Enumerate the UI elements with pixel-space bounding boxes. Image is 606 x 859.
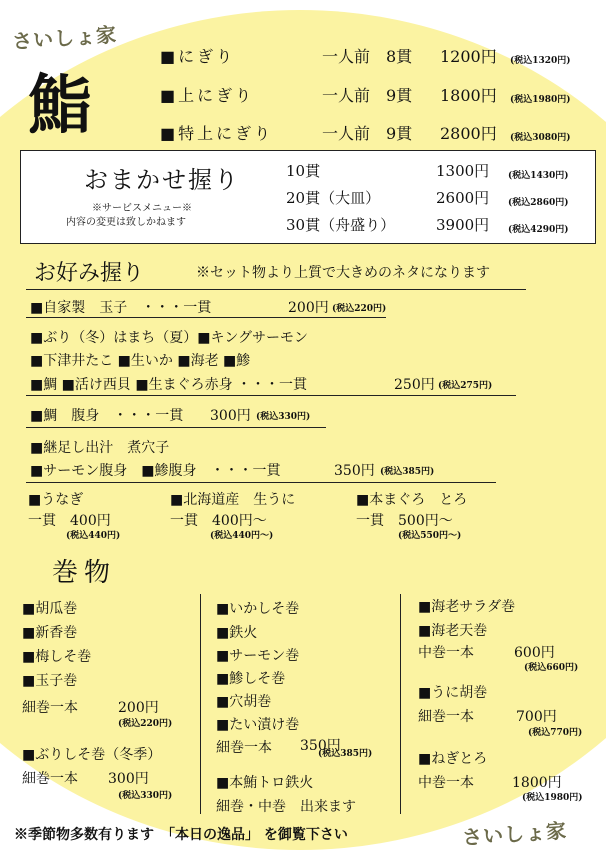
item-price: 一貫 400円 <box>28 513 111 529</box>
maki-tax: (税込385円) <box>318 749 373 759</box>
item-price: 250円 <box>394 377 435 393</box>
set-portion: 一人前 9貫 <box>322 124 413 143</box>
okonomi-title: お好み握り <box>34 261 145 286</box>
maki-item: ■穴胡巻 <box>216 694 272 710</box>
set-name: ■上にぎり <box>160 86 255 105</box>
maki-item: ■たい漬け巻 <box>216 717 300 733</box>
divider <box>26 427 326 428</box>
item-price: 一貫 500円～ <box>356 513 453 529</box>
maki-item: ■海老天巻 <box>418 623 488 639</box>
column-divider <box>400 594 401 814</box>
item-line: ■鯛 ■活け西貝 ■生まぐろ赤身 ・・・一貫 <box>30 377 308 393</box>
item-line: ■うなぎ <box>28 492 84 508</box>
omakase-tax: (税込2860円) <box>508 198 569 208</box>
omakase-title: おまかせ握り <box>84 166 240 194</box>
divider <box>26 289 526 290</box>
omakase-price: 1300円 <box>436 162 490 180</box>
set-name: ■にぎり <box>160 47 236 66</box>
item-price: 200円 <box>288 300 329 316</box>
maki-item: ■鯵しそ巻 <box>216 671 286 687</box>
item-price: 一貫 400円～ <box>170 513 267 529</box>
set-tax: (税込1980円) <box>510 95 571 105</box>
maki-item: ■胡瓜巻 <box>22 601 78 617</box>
maki-tax: (税込660円) <box>524 663 579 673</box>
maki-price: 700円 <box>516 709 557 725</box>
set-price: 1800円 <box>440 86 497 105</box>
maki-item: ■ねぎとろ <box>418 751 488 767</box>
item-tax: (税込275円) <box>438 381 493 391</box>
omakase-price: 3900円 <box>436 216 490 234</box>
divider <box>26 482 496 483</box>
maki-price: 200円 <box>118 700 159 716</box>
maki-item: ■玉子巻 <box>22 673 78 689</box>
footer-note: ※季節物多数有ります 「本日の逸品」 を御覧下さい <box>14 827 348 843</box>
maki-price: 600円 <box>514 645 555 661</box>
maki-tax: (税込330円) <box>118 791 173 801</box>
omakase-tax: (税込4290円) <box>508 225 569 235</box>
maki-price: 350円 <box>300 738 341 754</box>
omakase-note: ※サービスメニュー※ <box>92 203 192 214</box>
divider <box>26 395 516 396</box>
maki-price: 1800円 <box>512 775 562 791</box>
item-tax: (税込385円) <box>380 467 435 477</box>
item-tax: (税込440円) <box>66 531 121 541</box>
omakase-price: 2600円 <box>436 189 490 207</box>
item-line: ■本まぐろ とろ <box>356 492 468 508</box>
maki-size: 細巻一本 <box>216 740 272 756</box>
column-divider <box>200 594 201 814</box>
okonomi-note: ※セット物より上質で大きめのネタになります <box>196 265 490 281</box>
set-portion: 一人前 8貫 <box>322 47 413 66</box>
item-tax: (税込440円～) <box>210 531 274 541</box>
maki-size: 細巻一本 <box>418 709 474 725</box>
maki-size: 中巻一本 <box>418 645 474 661</box>
maki-item: ■いかしそ巻 <box>216 601 300 617</box>
set-tax: (税込1320円) <box>510 56 571 66</box>
item-line: ■ぶり（冬）はまち（夏）■キングサーモン <box>30 330 309 346</box>
item-line: ■サーモン腹身 ■鯵腹身 ・・・一貫 <box>30 463 281 479</box>
set-price: 2800円 <box>440 124 497 143</box>
omakase-qty: 30貫（舟盛り） <box>286 216 396 234</box>
item-line: ■継足し出汁 煮穴子 <box>30 440 170 456</box>
maki-item: ■うに胡巻 <box>418 685 488 701</box>
logo-top: さいしょ家 <box>11 22 118 54</box>
maki-size: 中巻一本 <box>418 775 474 791</box>
maki-item: ■海老サラダ巻 <box>418 599 516 615</box>
omakase-note: 内容の変更は致しかねます <box>66 217 186 228</box>
title-kanji: 鮨 <box>28 68 92 143</box>
maki-item: ■梅しそ巻 <box>22 649 92 665</box>
maki-price: 300円 <box>108 771 149 787</box>
maki-size: 細巻一本 <box>22 700 78 716</box>
omakase-qty: 20貫（大皿） <box>286 189 381 207</box>
maki-item: ■鉄火 <box>216 625 258 641</box>
set-name: ■特上にぎり <box>160 124 274 143</box>
maki-tax: (税込1980円) <box>522 793 583 803</box>
item-line: ■鯛 腹身 ・・・一貫 <box>30 408 184 424</box>
maki-tax: (税込220円) <box>118 719 173 729</box>
item-tax: (税込550円～) <box>398 531 462 541</box>
item-tax: (税込330円) <box>256 412 311 422</box>
item-line: ■北海道産 生うに <box>170 492 296 508</box>
omakase-tax: (税込1430円) <box>508 171 569 181</box>
maki-size: 細巻一本 <box>22 771 78 787</box>
maki-item: ■ぶりしそ巻（冬季） <box>22 747 162 763</box>
maki-size: 細巻・中巻 出来ます <box>216 799 356 815</box>
maki-item: ■本鮪トロ鉄火 <box>216 775 314 791</box>
maki-item: ■サーモン巻 <box>216 648 300 664</box>
item-price: 300円 <box>210 408 251 424</box>
maki-tax: (税込770円) <box>528 728 583 738</box>
set-tax: (税込3080円) <box>510 133 571 143</box>
set-price: 1200円 <box>440 47 497 66</box>
item-price: 350円 <box>334 463 375 479</box>
omakase-qty: 10貫 <box>286 162 321 180</box>
maki-item: ■新香巻 <box>22 625 78 641</box>
set-portion: 一人前 9貫 <box>322 86 413 105</box>
item-line: ■下津井たこ ■生いか ■海老 ■鯵 <box>30 353 251 369</box>
divider <box>26 317 386 318</box>
item-line: ■自家製 玉子 ・・・一貫 <box>30 300 212 316</box>
item-tax: (税込220円) <box>332 304 387 314</box>
logo-bottom: さいしょ家 <box>461 818 568 850</box>
makimono-title: 巻物 <box>52 558 117 588</box>
